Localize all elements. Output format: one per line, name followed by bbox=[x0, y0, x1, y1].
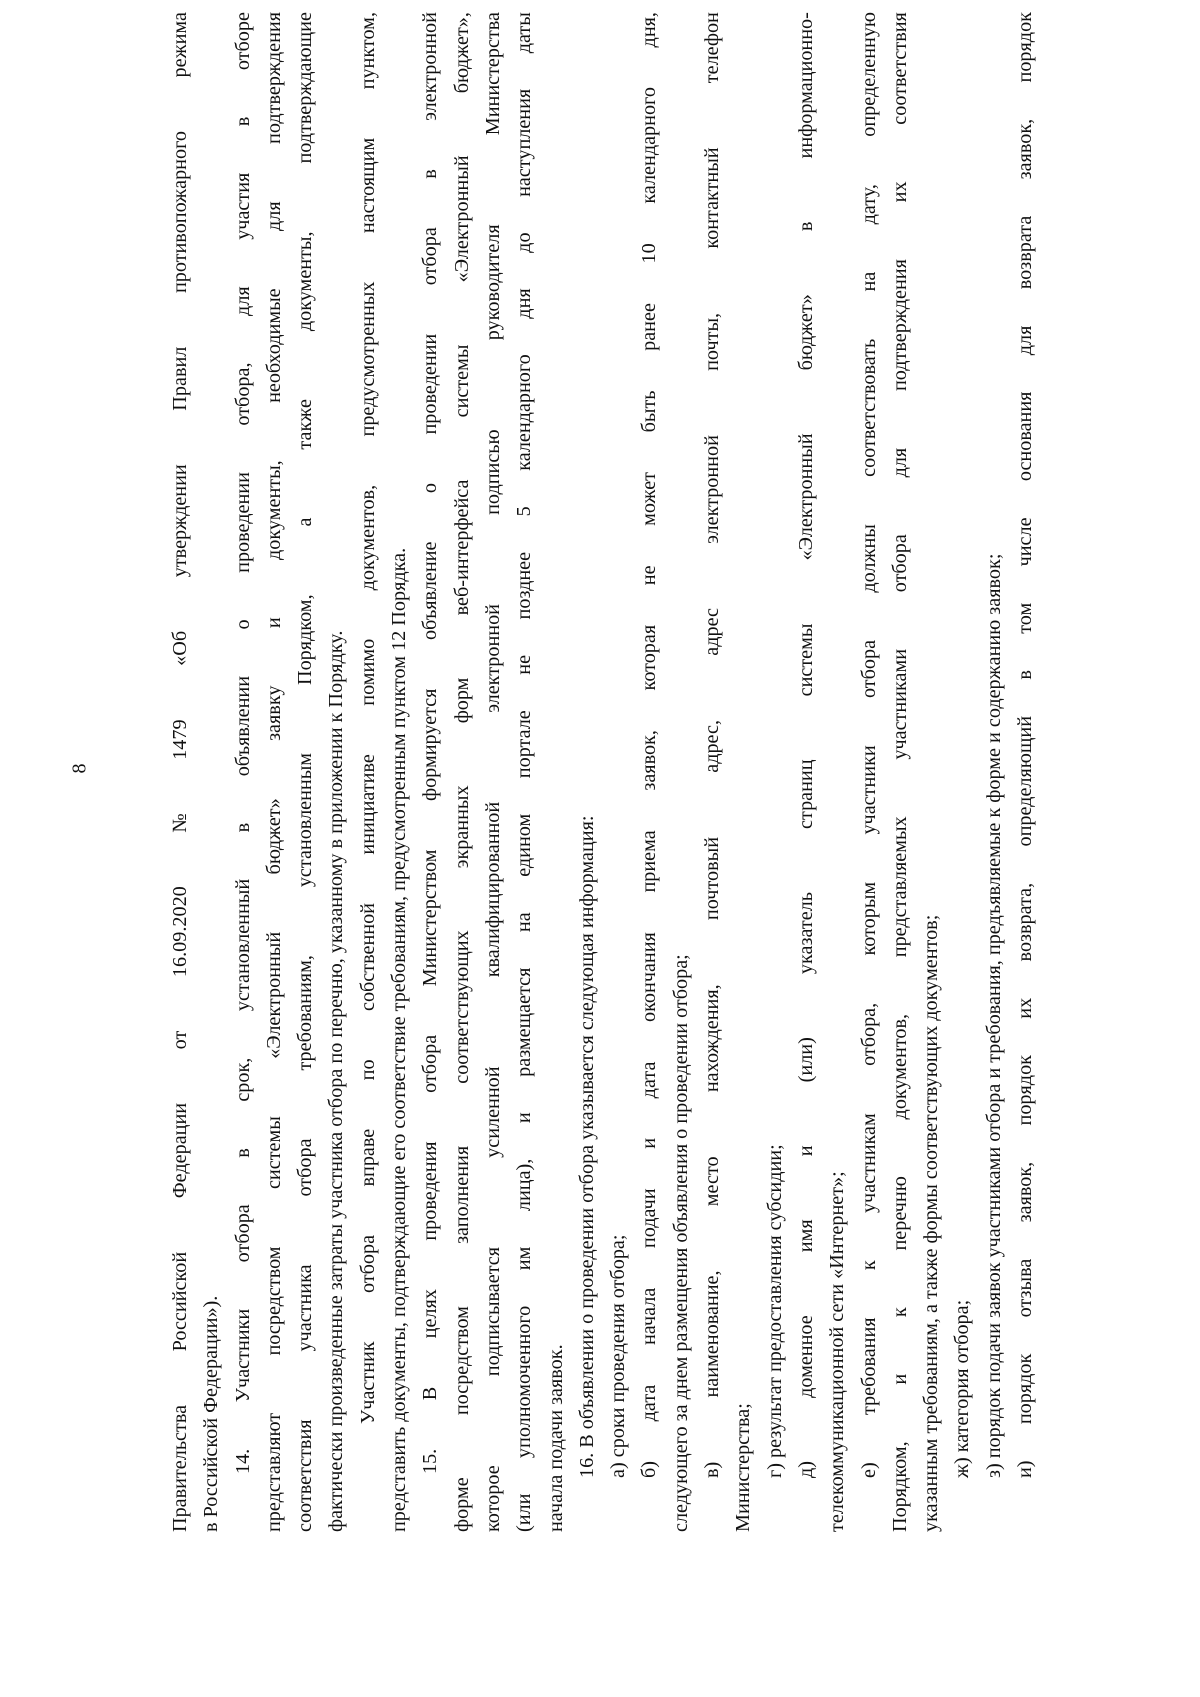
word: усиленной bbox=[481, 1066, 504, 1158]
text-line bbox=[885, 12, 916, 1532]
word: отборе bbox=[231, 12, 254, 71]
word: представляемых bbox=[888, 816, 911, 958]
word: отбора bbox=[857, 639, 880, 699]
word: для bbox=[262, 201, 285, 231]
word: участникам bbox=[857, 1113, 880, 1214]
word: подтверждающие bbox=[294, 12, 317, 164]
word: Российской bbox=[169, 1251, 191, 1352]
word: системы bbox=[262, 1116, 285, 1190]
word: е) bbox=[857, 1462, 880, 1478]
word: соответствия bbox=[888, 12, 911, 125]
word: дату, bbox=[857, 184, 880, 225]
word: даты bbox=[513, 12, 536, 54]
word: д) bbox=[794, 1461, 817, 1478]
word: соответствия bbox=[294, 1419, 317, 1532]
word: имя bbox=[794, 1219, 817, 1253]
word: от bbox=[169, 1030, 191, 1050]
word: о bbox=[231, 619, 254, 630]
word: приема bbox=[638, 830, 661, 893]
word: порядок bbox=[1014, 12, 1037, 83]
word: веб-интерфейса bbox=[450, 479, 473, 616]
word: экранных bbox=[450, 785, 473, 869]
word: документов, bbox=[356, 484, 379, 591]
text-line: следующего за днем размещения объявления о проведении отбора; bbox=[669, 954, 692, 1532]
text-line bbox=[509, 12, 540, 1532]
word: порядок bbox=[1014, 1055, 1037, 1126]
word: которым bbox=[857, 881, 880, 956]
word: наступления bbox=[513, 88, 536, 197]
word: заполнения bbox=[450, 1145, 473, 1244]
word: 1479 bbox=[169, 719, 191, 760]
word: перечню bbox=[888, 1176, 911, 1251]
word: календарного bbox=[513, 354, 536, 471]
word: требованиям, bbox=[294, 955, 317, 1071]
word: в bbox=[231, 822, 254, 833]
word: 10 bbox=[638, 243, 661, 264]
word: установленным bbox=[294, 752, 317, 888]
word: почты, bbox=[701, 312, 724, 371]
word: пунктом, bbox=[356, 12, 379, 90]
word: заявок, bbox=[638, 730, 661, 791]
word: Федерации bbox=[169, 1102, 191, 1199]
word: до bbox=[513, 232, 536, 253]
word: 16.09.2020 bbox=[169, 886, 191, 978]
word: представляют bbox=[262, 1412, 285, 1532]
word: помимо bbox=[356, 638, 379, 706]
word: отбора, bbox=[231, 362, 254, 426]
word: бюджет», bbox=[450, 12, 473, 94]
word: электронной bbox=[701, 435, 724, 544]
word: Участник bbox=[356, 1341, 379, 1424]
word: посредством bbox=[262, 1246, 285, 1356]
word: не bbox=[513, 654, 536, 675]
word: которое bbox=[481, 1465, 504, 1532]
word: 5 bbox=[513, 506, 536, 517]
word: документов, bbox=[888, 1013, 911, 1120]
text-line: а) сроки проведения отбора; bbox=[607, 1234, 630, 1478]
word: их bbox=[888, 181, 911, 203]
word: возврата, bbox=[1014, 882, 1037, 962]
word: и bbox=[262, 617, 285, 629]
word: а bbox=[294, 517, 317, 527]
word: страниц bbox=[794, 759, 817, 829]
word: требования bbox=[857, 1317, 880, 1416]
word: соответствующих bbox=[450, 930, 473, 1084]
word: в bbox=[231, 1148, 254, 1158]
word: телефон bbox=[701, 12, 724, 84]
word: место bbox=[701, 1156, 724, 1207]
word: отбора bbox=[419, 227, 442, 286]
word: Правительства bbox=[169, 1404, 191, 1532]
word: определенную bbox=[857, 12, 880, 137]
word: противопожарного bbox=[169, 131, 191, 294]
word: подачи bbox=[638, 1188, 661, 1249]
word: о bbox=[419, 483, 442, 494]
word: срок, bbox=[231, 1057, 254, 1102]
word: числе bbox=[1014, 517, 1037, 567]
word: дня bbox=[513, 288, 536, 319]
text-line: ж) категория отбора; bbox=[951, 1299, 974, 1478]
word: возврата bbox=[1014, 215, 1037, 290]
word: на bbox=[857, 271, 880, 292]
word: режима bbox=[169, 12, 191, 78]
word: размещается bbox=[513, 967, 536, 1077]
word: «Об bbox=[169, 630, 191, 666]
text-line: 16. В объявлении о проведении отбора указывается следующая информация: bbox=[575, 815, 598, 1478]
word: также bbox=[294, 399, 317, 450]
text-line bbox=[854, 12, 885, 1532]
word: «Электронный bbox=[262, 931, 285, 1059]
word: проведения bbox=[419, 1141, 442, 1241]
word: в bbox=[231, 116, 254, 127]
word: Участники bbox=[231, 1308, 254, 1403]
word: документы, bbox=[262, 460, 285, 560]
word: Правил bbox=[169, 346, 191, 411]
word: и bbox=[638, 1137, 661, 1149]
word: системы bbox=[450, 344, 473, 418]
word: необходимые bbox=[262, 288, 285, 403]
word: может bbox=[638, 472, 661, 526]
word: подписью bbox=[481, 429, 504, 515]
text-line: в Российской Федерации»). bbox=[200, 1295, 223, 1532]
word: для bbox=[888, 447, 911, 478]
document-text-block bbox=[165, 12, 1041, 1532]
word: отбора bbox=[294, 1138, 317, 1197]
word: дата bbox=[638, 1384, 661, 1422]
word: соответствовать bbox=[857, 338, 880, 477]
word: для bbox=[231, 286, 254, 316]
word: отбора, bbox=[857, 1002, 880, 1066]
word: основания bbox=[1014, 391, 1037, 482]
word: должны bbox=[857, 524, 880, 593]
text-line bbox=[634, 12, 665, 1532]
word: к bbox=[888, 1307, 911, 1318]
word: к bbox=[857, 1260, 880, 1271]
word: не bbox=[638, 565, 661, 586]
word: определяющий bbox=[1014, 716, 1037, 847]
word: начала bbox=[638, 1287, 661, 1345]
text-line bbox=[353, 12, 384, 1532]
word: едином bbox=[513, 813, 536, 877]
word: Министерством bbox=[419, 849, 442, 987]
word: нахождения, bbox=[701, 984, 724, 1093]
word: отбора bbox=[419, 1034, 442, 1093]
text-line bbox=[1010, 12, 1041, 1532]
word: «Электронный bbox=[794, 433, 817, 561]
word: доменное bbox=[794, 1315, 817, 1398]
word: б) bbox=[638, 1461, 661, 1478]
word: установленный bbox=[231, 878, 254, 1012]
text-line bbox=[259, 12, 290, 1532]
word: указатель bbox=[794, 892, 817, 975]
word: целях bbox=[419, 1289, 442, 1339]
word: № bbox=[169, 813, 191, 833]
text-line bbox=[697, 12, 728, 1532]
word: электронной bbox=[481, 604, 504, 713]
word: участниками bbox=[888, 648, 911, 760]
word: подтверждения bbox=[262, 12, 285, 144]
word: утверждении bbox=[169, 464, 191, 578]
word: которая bbox=[638, 624, 661, 691]
word: ранее bbox=[638, 303, 661, 351]
word: их bbox=[1014, 997, 1037, 1019]
word: контактный bbox=[701, 147, 724, 249]
word: квалифицированной bbox=[481, 801, 504, 978]
word: объявление bbox=[419, 541, 442, 641]
word: и bbox=[794, 1145, 817, 1157]
word: участия bbox=[231, 172, 254, 240]
word: 15. bbox=[419, 1448, 442, 1474]
word: и bbox=[888, 1373, 911, 1385]
text-line: фактически произведенные затраты участника отбора по перечню, указанному в приложении к Порядку. bbox=[325, 630, 348, 1532]
word: дня, bbox=[638, 12, 661, 48]
word: собственной bbox=[356, 903, 379, 1012]
word: системы bbox=[794, 623, 817, 697]
word: отзыва bbox=[1014, 1258, 1037, 1318]
word: Порядком, bbox=[294, 594, 317, 686]
word: и) bbox=[1014, 1460, 1037, 1478]
word: окончания bbox=[638, 932, 661, 1022]
word: заявку bbox=[262, 685, 285, 741]
word: наименование, bbox=[701, 1270, 724, 1398]
text-line bbox=[228, 12, 259, 1532]
word: в) bbox=[701, 1461, 724, 1478]
word: электронной bbox=[419, 12, 442, 121]
word: и bbox=[513, 1112, 536, 1124]
text-line: начала подачи заявок. bbox=[544, 1344, 567, 1532]
word: форм bbox=[450, 677, 473, 724]
word: проведении bbox=[231, 472, 254, 573]
word: порядок bbox=[1014, 1353, 1037, 1425]
word: адрес bbox=[701, 607, 724, 656]
word: быть bbox=[638, 390, 661, 433]
word: информационно- bbox=[794, 12, 817, 159]
text-line bbox=[791, 12, 822, 1532]
word: объявлении bbox=[231, 675, 254, 777]
word: им bbox=[513, 1246, 536, 1271]
word: бюджет» bbox=[262, 798, 285, 875]
word: том bbox=[1014, 602, 1037, 634]
word: в bbox=[1014, 670, 1037, 680]
word: форме bbox=[450, 1477, 473, 1532]
word: предусмотренных bbox=[356, 281, 379, 437]
word: отбора bbox=[231, 1204, 254, 1263]
word: отбора bbox=[356, 1234, 379, 1293]
word: 14. bbox=[231, 1448, 254, 1474]
text-line bbox=[447, 12, 478, 1532]
word: портале bbox=[513, 710, 536, 779]
page-number: 8 bbox=[68, 763, 91, 774]
word: почтовый bbox=[701, 837, 724, 921]
word: руководителя bbox=[481, 224, 504, 341]
word: подтверждения bbox=[888, 259, 911, 392]
word: (или bbox=[513, 1493, 536, 1532]
word: по bbox=[356, 1059, 379, 1081]
word: подписывается bbox=[481, 1246, 504, 1377]
word: В bbox=[419, 1386, 442, 1401]
text-line bbox=[290, 12, 321, 1532]
text-line bbox=[478, 12, 509, 1532]
word: отбора bbox=[888, 534, 911, 593]
word: настоящим bbox=[356, 137, 379, 234]
word: Порядком, bbox=[888, 1441, 911, 1532]
word: вправе bbox=[356, 1128, 379, 1187]
word: адрес, bbox=[701, 719, 724, 773]
text-line: указанным требованиям, а также формы соответствующих документов; bbox=[920, 914, 943, 1532]
text-line bbox=[165, 12, 196, 1532]
word: дата bbox=[638, 1061, 661, 1099]
word: бюджет» bbox=[794, 294, 817, 371]
word: заявок, bbox=[1014, 1161, 1037, 1223]
word: участники bbox=[857, 745, 880, 835]
word: в bbox=[794, 221, 817, 232]
word: формируется bbox=[419, 688, 442, 801]
text-line bbox=[415, 12, 446, 1532]
word: для bbox=[1014, 325, 1037, 356]
text-line: телекоммуникационной сети «Интернет»; bbox=[826, 1171, 849, 1532]
word: позднее bbox=[513, 551, 536, 620]
text-line: з) порядок подачи заявок участниками отбора и требования, предъявляемые к форме и содержанию заявок; bbox=[982, 553, 1005, 1478]
word: (или) bbox=[794, 1037, 817, 1083]
word: «Электронный bbox=[450, 155, 473, 283]
word: участника bbox=[294, 1264, 317, 1352]
word: на bbox=[513, 912, 536, 933]
word: календарного bbox=[638, 87, 661, 204]
word: Министерства bbox=[481, 12, 504, 136]
text-line: Министерства; bbox=[732, 1403, 755, 1532]
word: посредством bbox=[450, 1306, 473, 1416]
text-line: г) результат предоставления субсидии; bbox=[763, 1144, 786, 1478]
word: проведении bbox=[419, 333, 442, 435]
word: инициативе bbox=[356, 754, 379, 855]
word: документы, bbox=[294, 231, 317, 332]
word: в bbox=[419, 169, 442, 179]
text-line: представить документы, подтверждающие его соответствие требованиям, предусмотренным пунктом 12 Порядка. bbox=[388, 547, 411, 1532]
word: уполномоченного bbox=[513, 1305, 536, 1459]
word: лица), bbox=[513, 1158, 536, 1212]
word: заявок, bbox=[1014, 118, 1037, 180]
